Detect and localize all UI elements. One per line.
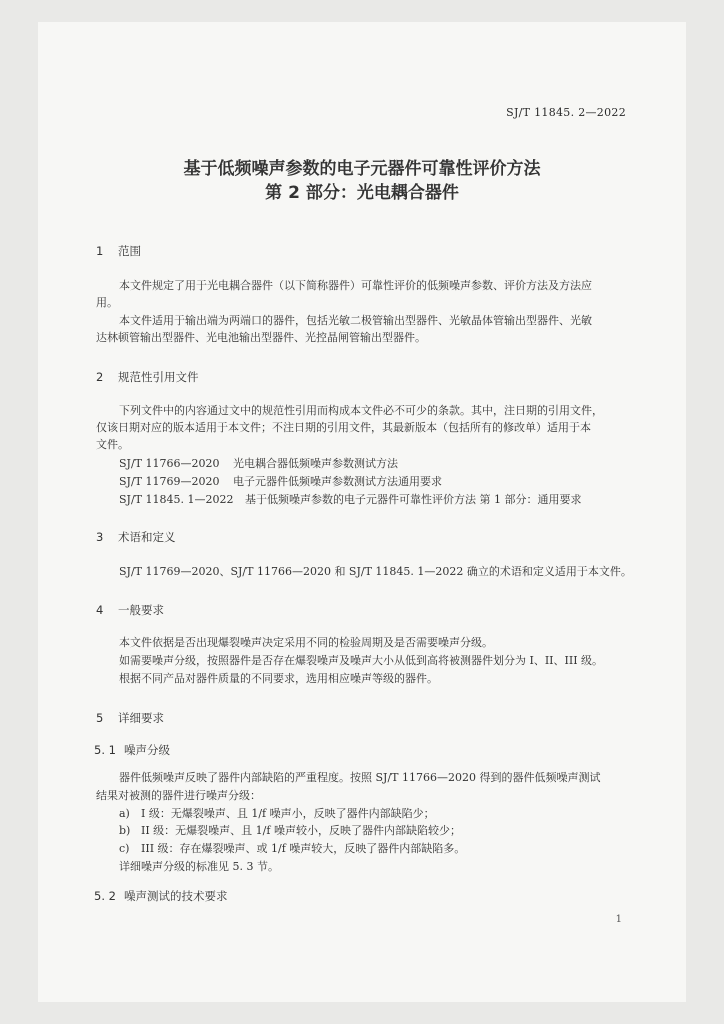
paragraph: 达林顿管输出型器件、光电池输出型器件、光控晶闸管输出型器件。 [96, 331, 426, 344]
list-text: III 级：存在爆裂噪声、或 1/f 噪声较大，反映了器件内部缺陷多。 [141, 842, 466, 855]
section-5-1-heading [94, 742, 170, 758]
section-title: 规范性引用文件 [118, 370, 199, 384]
list-text: I 级：无爆裂噪声、且 1/f 噪声小，反映了器件内部缺陷少； [141, 807, 435, 820]
section-number: 5 [96, 711, 104, 725]
paragraph: 如需要噪声分级，按照器件是否存在爆裂噪声及噪声大小从低到高将被测器件划分为 I、II、III 级。 [119, 654, 604, 667]
section-number: 5. 2 [94, 889, 116, 903]
reference-title: 基于低频噪声参数的电子元器件可靠性评价方法 第 1 部分：通用要求 [245, 493, 582, 506]
paragraph: 本文件规定了用于光电耦合器件（以下简称器件）可靠性评价的低频噪声参数、评价方法及方法应 [119, 279, 592, 292]
paragraph: 本文件依据是否出现爆裂噪声决定采用不同的检验周期及是否需要噪声分级。 [119, 636, 493, 649]
paragraph: 详细噪声分级的标准见 5. 3 节。 [119, 860, 279, 873]
section-2-heading [96, 369, 199, 385]
section-3-heading [96, 529, 176, 545]
normative-reference [119, 455, 398, 472]
paragraph: SJ/T 11769—2020、SJ/T 11766—2020 和 SJ/T 11845. 1—2022 确立的术语和定义适用于本文件。 [119, 565, 632, 578]
list-item [119, 805, 435, 822]
reference-title: 电子元器件低频噪声参数测试方法通用要求 [233, 475, 442, 488]
section-1-heading [96, 243, 141, 259]
reference-title: 光电耦合器低频噪声参数测试方法 [233, 457, 398, 470]
section-title: 噪声分级 [124, 743, 170, 757]
reference-code: SJ/T 11766—2020 [119, 457, 220, 470]
list-item [119, 822, 461, 839]
paragraph: 下列文件中的内容通过文中的规范性引用而构成本文件必不可少的条款。其中，注日期的引用文件， [119, 404, 603, 417]
section-5-2-heading [94, 888, 228, 904]
section-title: 详细要求 [118, 711, 164, 725]
list-text: II 级：无爆裂噪声、且 1/f 噪声较小，反映了器件内部缺陷较少； [141, 824, 461, 837]
paragraph: 结果对被测的器件进行噪声分级： [96, 789, 261, 802]
normative-reference [119, 491, 582, 508]
paragraph: 仅该日期对应的版本适用于本文件；不注日期的引用文件，其最新版本（包括所有的修改单）适用于本 [96, 421, 591, 434]
list-marker: c) [119, 842, 130, 855]
page-number: 1 [615, 914, 622, 925]
section-5-heading [96, 710, 164, 726]
reference-code: SJ/T 11845. 1—2022 [119, 493, 234, 506]
document-code: SJ/T 11845. 2—2022 [506, 106, 626, 119]
document-title-line-1: 基于低频噪声参数的电子元器件可靠性评价方法 [183, 159, 541, 179]
section-title: 噪声测试的技术要求 [124, 889, 228, 903]
normative-reference [119, 473, 442, 490]
paragraph: 用。 [96, 296, 118, 309]
paragraph: 根据不同产品对器件质量的不同要求，选用相应噪声等级的器件。 [119, 672, 438, 685]
paragraph: 器件低频噪声反映了器件内部缺陷的严重程度。按照 SJ/T 11766—2020 得到的器件低频噪声测试 [119, 771, 601, 784]
section-number: 3 [96, 530, 104, 544]
section-number: 1 [96, 244, 104, 258]
list-item [119, 840, 465, 857]
document-title-line-2: 第 2 部分：光电耦合器件 [265, 183, 459, 203]
paragraph: 文件。 [96, 438, 129, 451]
reference-code: SJ/T 11769—2020 [119, 475, 220, 488]
paragraph: 本文件适用于输出端为两端口的器件，包括光敏二极管输出型器件、光敏晶体管输出型器件、光敏 [119, 314, 592, 327]
list-marker: b) [119, 824, 131, 837]
section-number: 2 [96, 370, 104, 384]
document-page [38, 22, 686, 1002]
section-4-heading [96, 602, 164, 618]
list-marker: a) [119, 807, 130, 820]
section-title: 术语和定义 [118, 530, 176, 544]
section-title: 一般要求 [118, 603, 164, 617]
section-title: 范围 [118, 244, 141, 258]
section-number: 5. 1 [94, 743, 116, 757]
section-number: 4 [96, 603, 104, 617]
